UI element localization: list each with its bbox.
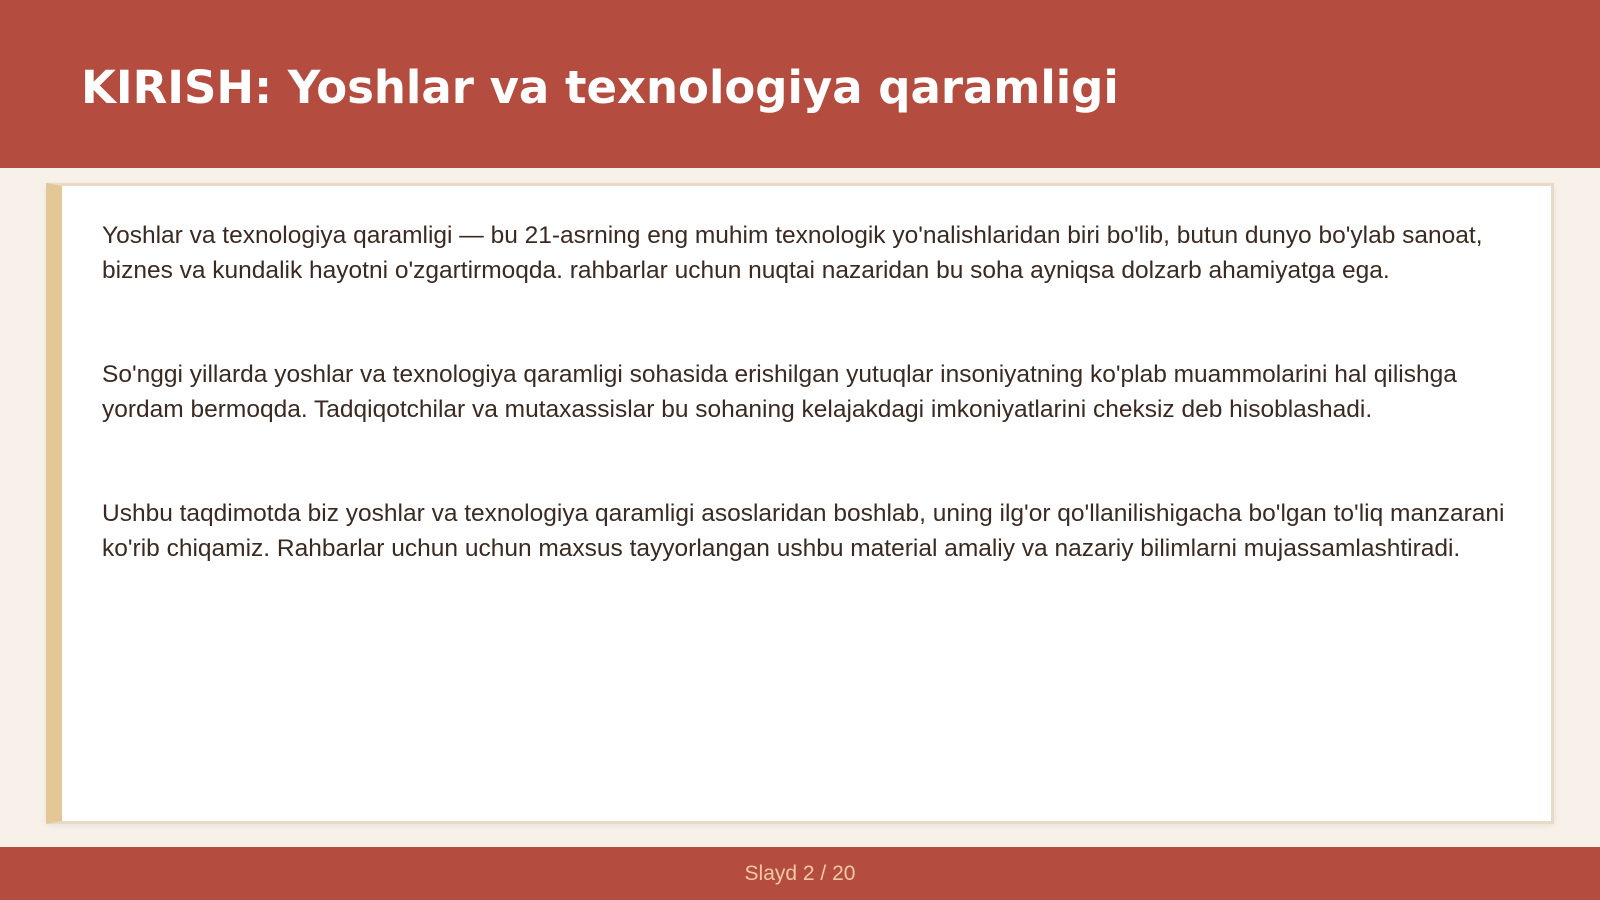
slide-footer [0, 847, 1600, 900]
slide-header [0, 0, 1600, 168]
slide-counter: Slayd 2 / 20 [744, 861, 856, 885]
progress-paragraph: So'nggi yillarda yoshlar va texnologiya qaramligi sohasida erishilgan yutuqlar insoniyatning ko'plab muammolarini hal qilishga yordam bermoqda. Tadqiqotchilar va mutaxassislar bu sohaning kelajakdagi imkoniyatlarini cheksiz deb hisoblashadi. [102, 361, 1457, 423]
slide-title: KIRISH: Yoshlar va texnologiya qaramligi [81, 61, 1119, 114]
content-card [46, 183, 1554, 824]
overview-paragraph: Ushbu taqdimotda biz yoshlar va texnologiya qaramligi asoslaridan boshlab, uning ilg'or qo'llanilishigacha bo'lgan to'liq manzarani ko'rib chiqamiz. Rahbarlar uchun uchun maxsus tayyorlangan ushbu material amaliy va nazariy bilimlarni mujassamlashtiradi. [102, 500, 1505, 562]
intro-paragraph: Yoshlar va texnologiya qaramligi — bu 21-asrning eng muhim texnologik yo'nalishlaridan biri bo'lib, butun dunyo bo'ylab sanoat, biznes va kundalik hayotni o'zgartirmoqda. rahbarlar uchun nuqtai nazaridan bu soha ayniqsa dolzarb ahamiyatga ega. [102, 222, 1483, 284]
